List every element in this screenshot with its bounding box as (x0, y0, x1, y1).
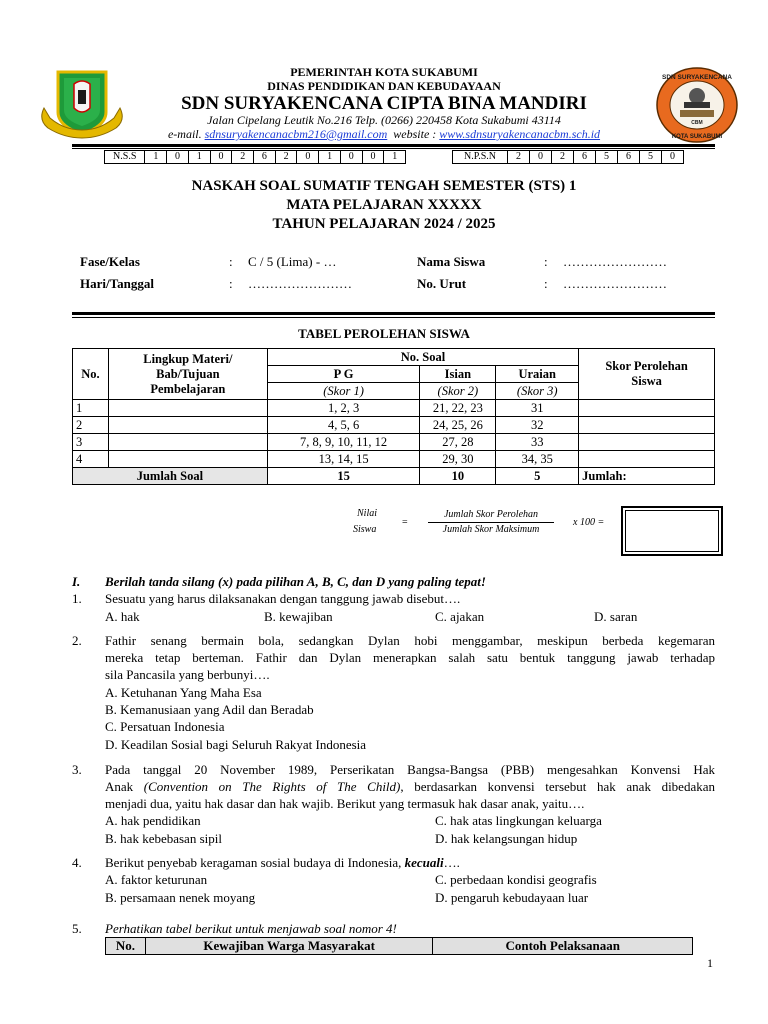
q3-option-a[interactable]: A. hak pendidikan (105, 813, 201, 828)
formula-numerator: Jumlah Skor Perolehan (443, 509, 539, 520)
nss-digit: 0 (211, 151, 233, 163)
fase-label: Fase/Kelas (80, 254, 140, 269)
cell-jumlah-pg: 15 (267, 468, 420, 485)
cell-skor[interactable] (579, 417, 715, 434)
nss-digit: 6 (254, 151, 276, 163)
table-row (73, 434, 715, 451)
q2-option-d[interactable]: D. Keadilan Sosial bagi Seluruh Rakyat Indonesia (105, 737, 367, 752)
header-address: Jalan Cipelang Leutik No.216 Telp. (0266) 220458 Kota Sukabumi 43114 (207, 113, 561, 127)
nss-label: N.S.S (105, 151, 145, 163)
q2-line: sila Pancasila yang berbunyi…. (105, 667, 270, 682)
q4-text (105, 854, 715, 871)
th-no: No. (73, 349, 109, 400)
cell-no: 1 (73, 400, 109, 417)
q3-line: menjadi dua, yaitu hak dasar dan hak wajib. Berikut yang termasuk hak dasar anak, yaitu…. (105, 796, 585, 811)
email-label: e-mail. (167, 127, 202, 141)
table-row (73, 451, 715, 468)
subject-title: MATA PELAJARAN XXXXX (286, 197, 482, 213)
cell-jumlah-uraian: 5 (496, 468, 579, 485)
q2-line: mereka tetap berteman. Fathir dan Dylan menerapkan salah satu bentuk tanggung jawab terhadap (105, 650, 715, 665)
urut-colon: : (544, 276, 548, 291)
npsn-digit: 0 (530, 151, 552, 163)
urut-value[interactable]: …………………… (563, 276, 667, 291)
cell-pg: 4, 5, 6 (267, 417, 420, 434)
nama-value[interactable]: …………………… (563, 254, 667, 269)
cell-uraian: 34, 35 (496, 451, 579, 468)
fase-colon: : (229, 254, 233, 269)
q5-text: Perhatikan tabel berikut untuk menjawab soal nomor 4! (105, 921, 397, 936)
table-title: TABEL PEROLEHAN SISWA (298, 326, 470, 341)
cell-isian: 29, 30 (420, 451, 496, 468)
cell-jumlah-isian: 10 (420, 468, 496, 485)
q1-option-d[interactable]: D. saran (594, 609, 638, 624)
q1-option-b[interactable]: B. kewajiban (264, 609, 333, 624)
cell-no: 2 (73, 417, 109, 434)
school-logo-bottom-text: KOTA SUKABUMI (671, 134, 723, 140)
website-label: website : (393, 127, 437, 141)
school-logo-mid-text: CBM (691, 120, 703, 126)
cell-uraian: 33 (496, 434, 579, 451)
th-lingkup-line: Pembelajaran (150, 381, 226, 396)
q3-number: 3. (72, 762, 82, 777)
cell-skor[interactable] (579, 434, 715, 451)
nama-colon: : (544, 254, 548, 269)
npsn-box (452, 150, 684, 164)
info-rule-thick (72, 312, 715, 315)
th-kw-obligation: Kewajiban Warga Masyarakat (145, 938, 432, 955)
cell-pg: 7, 8, 9, 10, 11, 12 (267, 434, 420, 451)
page-number: 1 (707, 956, 713, 970)
website-link[interactable]: www.sdnsuryakencanacbm.sch.id (439, 127, 601, 141)
nss-digit: 0 (341, 151, 363, 163)
q2-line: Fathir senang bermain bola, sedangkan Dylan hobi menggambar, meskipun berbeda kegemaran (105, 633, 715, 648)
q4-number: 4. (72, 855, 82, 870)
npsn-digit: 5 (640, 151, 662, 163)
q4-text-main: Berikut penyebab keragaman sosial budaya di Indonesia, (105, 855, 405, 870)
nss-digit: 0 (167, 151, 189, 163)
npsn-digit: 2 (508, 151, 530, 163)
q1-text: Sesuatu yang harus dilaksanakan dengan tanggung jawab disebut…. (105, 591, 461, 606)
section-number: I. (72, 574, 81, 589)
nama-label: Nama Siswa (417, 254, 486, 269)
th-no-soal: No. Soal (267, 349, 578, 366)
th-lingkup-line: Bab/Tujuan (156, 366, 220, 381)
q4-tail: …. (443, 855, 460, 870)
th-uraian: Uraian (496, 366, 579, 383)
th-isian: Isian (420, 366, 496, 383)
cell-lingkup[interactable] (108, 400, 267, 417)
th-kw-example: Contoh Pelaksanaan (433, 938, 693, 955)
urut-label: No. Urut (417, 276, 467, 291)
th-skor-line: Siswa (631, 374, 662, 388)
hari-colon: : (229, 276, 233, 291)
score-table (72, 348, 715, 485)
nss-digit: 0 (297, 151, 319, 163)
th-pg-skor: (Skor 1) (267, 383, 420, 400)
th-isian-skor: (Skor 2) (420, 383, 496, 400)
npsn-digit: 5 (596, 151, 618, 163)
formula-times: x 100 = (573, 517, 605, 528)
q3-line-2b: , berdasarkan konvensi tersebut hak anak dibedakan (400, 779, 715, 794)
formula-siswa: Siswa (353, 524, 377, 535)
formula-nilai: Nilai (357, 508, 378, 519)
q3-line-2a: Anak (105, 779, 144, 794)
header-rule-thin (72, 148, 715, 149)
q2-option-a[interactable]: A. Ketuhanan Yang Maha Esa (105, 685, 262, 700)
hari-value[interactable]: …………………… (248, 276, 352, 291)
hari-label: Hari/Tanggal (80, 276, 154, 291)
header-government: PEMERINTAH KOTA SUKABUMI (290, 65, 478, 79)
header-department: DINAS PENDIDIKAN DAN KEBUDAYAAN (267, 79, 501, 93)
cell-isian: 24, 25, 26 (420, 417, 496, 434)
cell-lingkup[interactable] (108, 451, 267, 468)
cell-pg: 1, 2, 3 (267, 400, 420, 417)
section-instruction: Berilah tanda silang (x) pada pilihan A, B, C, dan D yang paling tepat! (105, 574, 486, 589)
school-logo-top-text: SDN SURYAKENCANA (662, 74, 732, 81)
q4-kecuali: kecuali (404, 855, 444, 870)
table-row (73, 400, 715, 417)
cell-uraian: 32 (496, 417, 579, 434)
table-row (73, 417, 715, 434)
nss-digit: 2 (276, 151, 298, 163)
cell-no: 3 (73, 434, 109, 451)
q3-line: Pada tanggal 20 November 1989, Perserikatan Bangsa-Bangsa (PBB) mengesahkan Konvensi Hak (105, 762, 715, 777)
npsn-digit: 0 (670, 151, 675, 162)
q1-option-c[interactable]: C. ajakan (435, 609, 485, 624)
cell-lingkup[interactable] (108, 417, 267, 434)
q2-option-b[interactable]: B. Kemanusiaan yang Adil dan Beradab (105, 702, 314, 717)
nss-digit: 1 (319, 151, 341, 163)
q3-option-c[interactable]: C. hak atas lingkungan keluarga (435, 813, 602, 828)
q3-option-d[interactable]: D. hak kelangsungan hidup (435, 831, 578, 846)
cell-pg: 13, 14, 15 (267, 451, 420, 468)
npsn-label: N.P.S.N (453, 151, 508, 163)
formula-fraction-line (428, 522, 554, 523)
q4-option-a[interactable]: A. faktor keturunan (105, 872, 208, 887)
cell-jumlah-total: Jumlah: (579, 468, 715, 485)
formula-equals: = (402, 517, 408, 528)
q3-option-b[interactable]: B. hak kebebasan sipil (105, 831, 222, 846)
cell-isian: 21, 22, 23 (420, 400, 496, 417)
cell-skor[interactable] (579, 400, 715, 417)
year-title: TAHUN PELAJARAN 2024 / 2025 (272, 216, 496, 232)
header-contact (0, 127, 768, 142)
formula-denominator: Jumlah Skor Maksimum (442, 524, 540, 535)
th-skor-line: Skor Perolehan (605, 359, 688, 373)
cell-isian: 27, 28 (420, 434, 496, 451)
npsn-digit: 2 (552, 151, 574, 163)
cell-skor[interactable] (579, 451, 715, 468)
q5-number: 5. (72, 921, 82, 936)
th-lingkup (108, 349, 267, 400)
th-pg: P G (267, 366, 420, 383)
nss-digit: 1 (145, 151, 167, 163)
nss-digit: 1 (189, 151, 211, 163)
q1-option-a[interactable]: A. hak (105, 609, 140, 624)
th-lingkup-line: Lingkup Materi/ (143, 351, 233, 366)
cell-uraian: 31 (496, 400, 579, 417)
npsn-digit: 6 (618, 151, 640, 163)
cell-lingkup[interactable] (108, 434, 267, 451)
q3-line-2-italic: (Convention on The Rights of The Child) (143, 779, 401, 794)
th-kw-no: No. (106, 938, 146, 955)
q2-option-c[interactable]: C. Persatuan Indonesia (105, 719, 225, 734)
nilai-score-box[interactable] (621, 506, 723, 556)
header-rule-thick (72, 144, 715, 147)
nss-digit: 1 (392, 151, 398, 162)
email-link[interactable]: sdnsuryakencanacbm216@gmail.com (204, 127, 388, 141)
q2-number: 2. (72, 633, 82, 648)
q4-option-d[interactable]: D. pengaruh kebudayaan luar (435, 890, 589, 905)
cell-jumlah-label: Jumlah Soal (73, 468, 268, 485)
q1-number: 1. (72, 591, 82, 606)
nss-digit: 2 (232, 151, 254, 163)
header-school-name: SDN SURYAKENCANA CIPTA BINA MANDIRI (181, 93, 587, 114)
nss-digit: 0 (363, 151, 385, 163)
th-uraian-skor: (Skor 3) (496, 383, 579, 400)
cell-no: 4 (73, 451, 109, 468)
fase-value[interactable]: C / 5 (Lima) - … (248, 254, 337, 269)
q4-option-c[interactable]: C. perbedaan kondisi geografis (435, 872, 597, 887)
nss-box (104, 150, 406, 164)
q4-option-b[interactable]: B. persamaan nenek moyang (105, 890, 256, 905)
obligation-table (105, 937, 693, 955)
exam-title: NASKAH SOAL SUMATIF TENGAH SEMESTER (STS) 1 (191, 178, 577, 194)
table-total-row (73, 468, 715, 485)
npsn-digit: 6 (574, 151, 596, 163)
th-skor (579, 349, 715, 400)
info-rule-thin (72, 317, 715, 318)
q3-line-2 (105, 778, 715, 795)
